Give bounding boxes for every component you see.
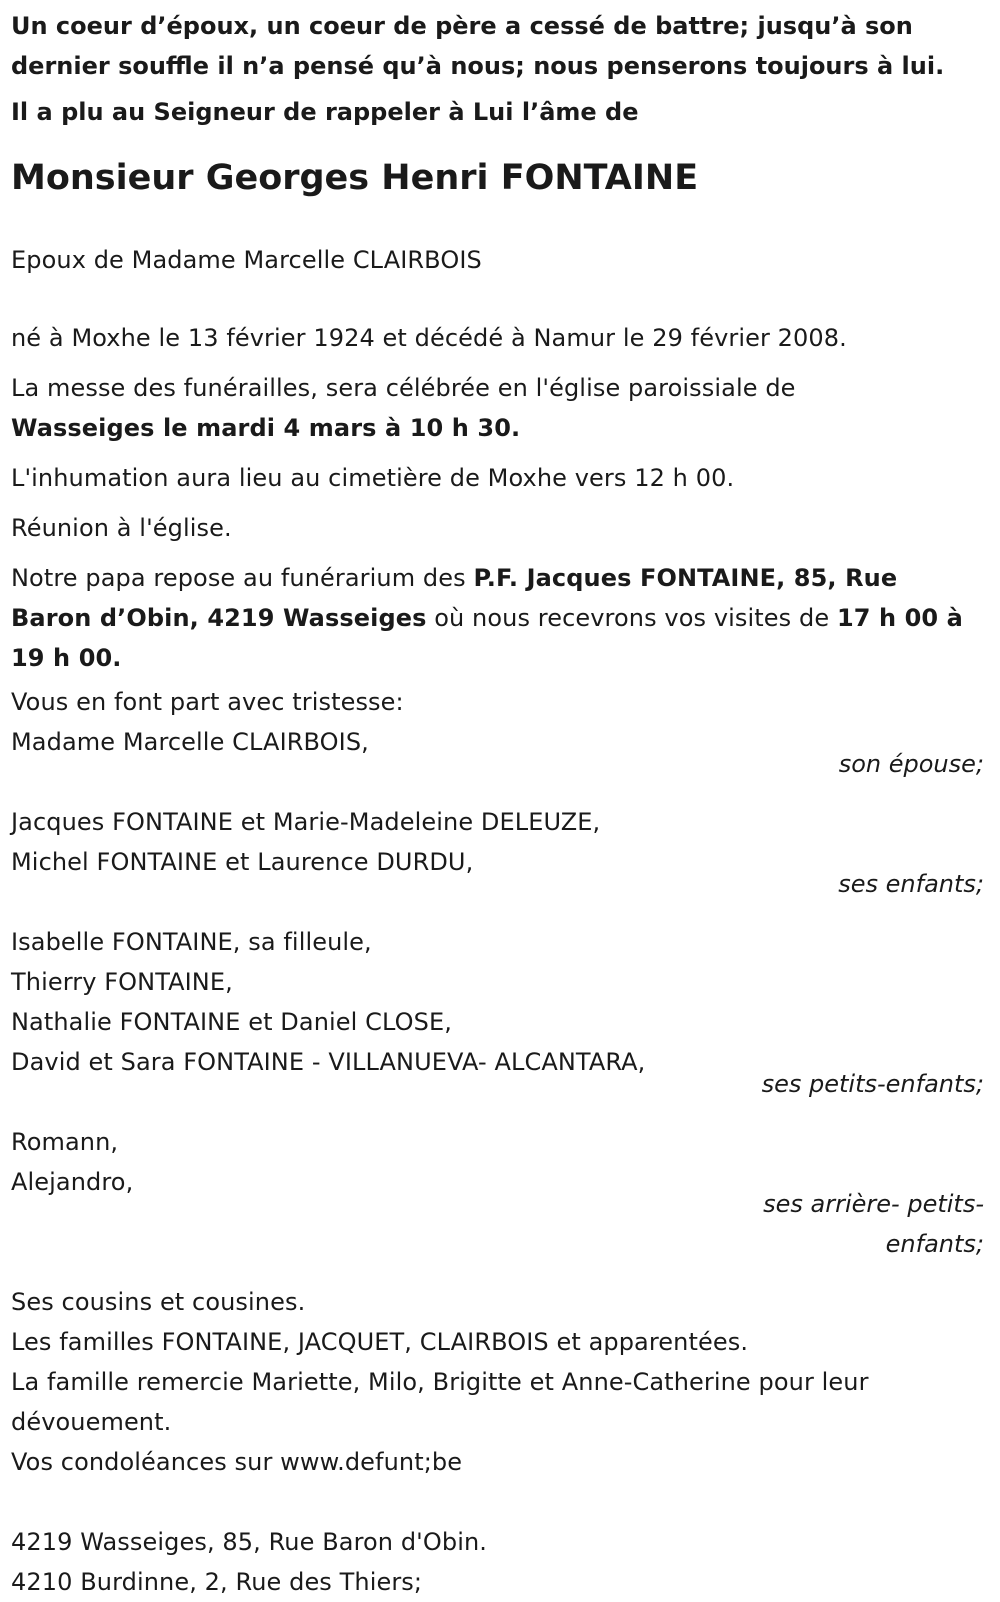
spouse-name: Madame Marcelle CLAIRBOIS, (11, 728, 369, 756)
spouse-relation-label: son épouse; (838, 750, 984, 778)
grandchildren-item-4: David et Sara FONTAINE - VILLANUEVA- ALCANTARA, (11, 1048, 646, 1076)
great-grandchildren-item-1: Romann, (11, 1128, 119, 1156)
visit-hours-start: 17 h 00 à (836, 604, 963, 632)
grandchildren-item-3: Nathalie FONTAINE et Daniel CLOSE, (11, 1008, 452, 1036)
intro-line-3: Il a plu au Seigneur de rappeler à Lui l’âme de (11, 98, 639, 126)
condolences-line: Vos condoléances sur www.defunt;be (11, 1448, 463, 1476)
address-2: 4210 Burdinne, 2, Rue des Thiers; (11, 1568, 423, 1596)
cousins-line: Ses cousins et cousines. (11, 1288, 306, 1316)
children-item-2: Michel FONTAINE et Laurence DURDU, (11, 848, 474, 876)
grandchildren-item-1: Isabelle FONTAINE, sa filleule, (11, 928, 372, 956)
children-item-1: Jacques FONTAINE et Marie-Madeleine DELEUZE, (11, 808, 601, 836)
visitation-line-2 (11, 598, 987, 638)
intro-line-2: dernier souffle il n’a pensé qu’à nous; nous penserons toujours à lui. (11, 52, 945, 80)
closing-section (11, 1282, 987, 1482)
addresses (11, 1522, 987, 1602)
family-intro: Vous en font part avec tristesse: (11, 688, 404, 716)
mass-place-time: Wasseiges le mardi 4 mars à 10 h 30. (11, 414, 521, 442)
intro-line-1: Un coeur d’époux, un coeur de père a cessé de battre; jusqu’à son (11, 12, 913, 40)
thanks-line-1: La famille remercie Mariette, Milo, Brigitte et Anne-Catherine pour leur (11, 1368, 869, 1396)
deceased-name: Monsieur Georges Henri FONTAINE (11, 158, 699, 198)
great-grandchildren-item-2: Alejandro, (11, 1168, 134, 1196)
birth-death-line: né à Moxhe le 13 février 1924 et décédé à Namur le 29 février 2008. (11, 324, 847, 352)
families-line: Les familles FONTAINE, JACQUET, CLAIRBOIS et apparentées. (11, 1328, 749, 1356)
visitation-line-1 (11, 558, 987, 598)
visitation-text-2: où nous recevrons vos visites de (426, 604, 837, 632)
visit-hours-end: 19 h 00. (11, 644, 122, 672)
address-1: 4219 Wasseiges, 85, Rue Baron d'Obin. (11, 1528, 488, 1556)
mass-intro: La messe des funérailles, sera célébrée en l'église paroissiale de (11, 374, 796, 402)
grandchildren-item-2: Thierry FONTAINE, (11, 968, 233, 996)
thanks-line-2: dévouement. (11, 1408, 172, 1436)
grandchildren-relation-label: ses petits-enfants; (761, 1070, 984, 1098)
great-grandchildren-relation-label-2: enfants; (885, 1230, 984, 1258)
intro-text (11, 6, 987, 132)
funeral-home-address: Baron d’Obin, 4219 Wasseiges (11, 604, 427, 632)
children-relation-label: ses enfants; (838, 870, 984, 898)
gathering-line: Réunion à l'église. (11, 514, 232, 542)
obituary-notice (11, 6, 987, 1602)
family-list (11, 682, 987, 1264)
spouse-line: Epoux de Madame Marcelle CLAIRBOIS (11, 246, 482, 274)
visitation-text-1: Notre papa repose au funérarium des (11, 564, 474, 592)
burial-line: L'inhumation aura lieu au cimetière de Moxhe vers 12 h 00. (11, 464, 735, 492)
great-grandchildren-relation-label-1: ses arrière- petits- (763, 1190, 984, 1218)
funeral-home-name: P.F. Jacques FONTAINE, 85, Rue (473, 564, 898, 592)
visitation-paragraph (11, 558, 987, 678)
